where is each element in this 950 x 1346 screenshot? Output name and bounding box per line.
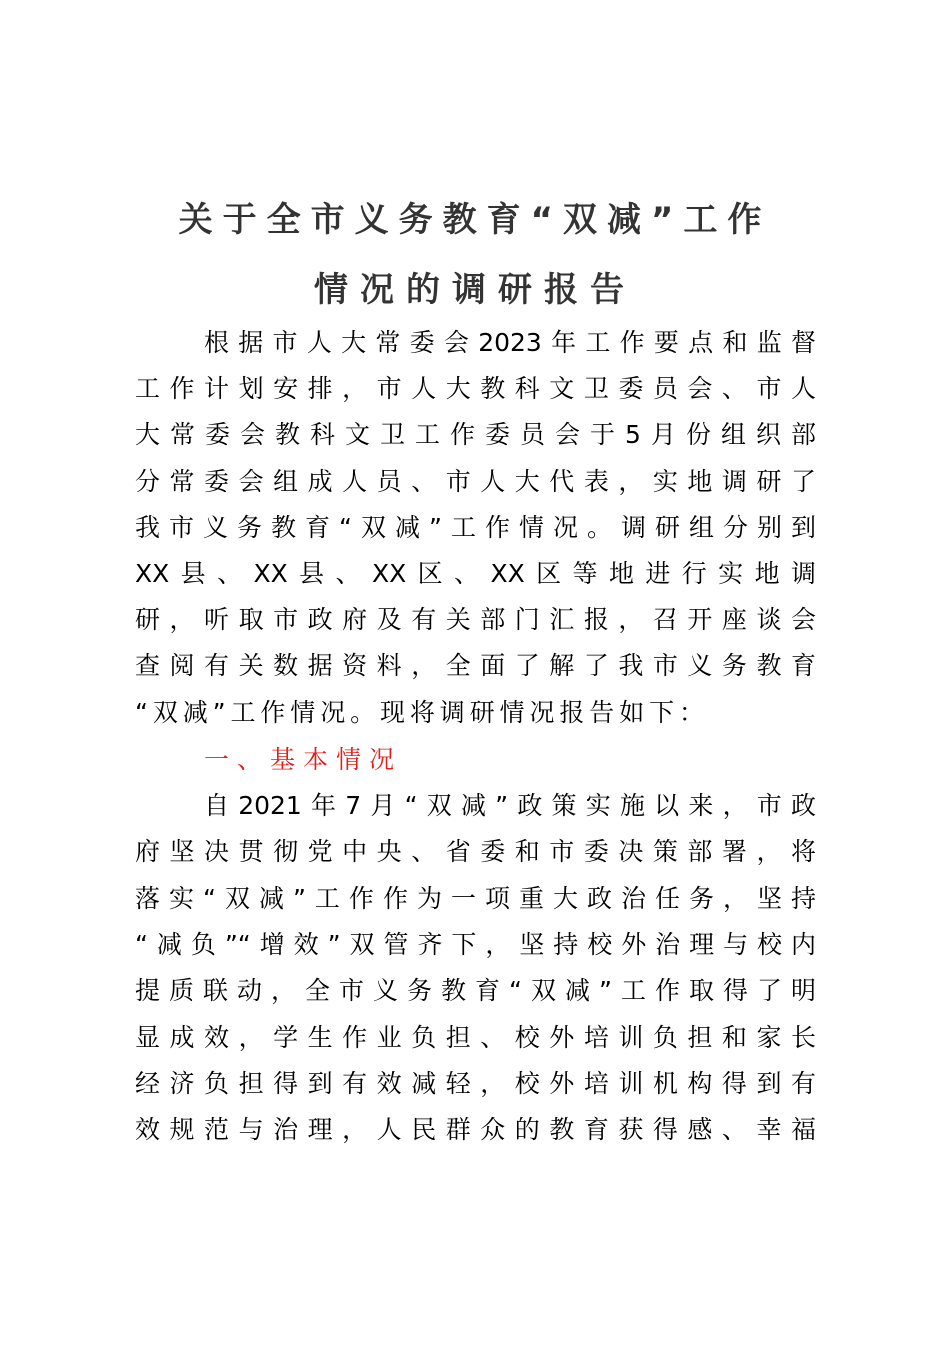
paragraph-1-line: 根据市人大常委会2023年工作要点和监督 — [204, 328, 816, 357]
paragraph-2-line: 落实“双减”工作作为一项重大政治任务，坚持 — [135, 884, 816, 913]
paragraph-1-line: 工作计划安排，市人大教科文卫委员会、市人 — [135, 374, 816, 403]
paragraph-2-line: 效规范与治理，人民群众的教育获得感、幸福 — [135, 1115, 816, 1144]
paragraph-1-line: 查阅有关数据资料，全面了解了我市义务教育 — [135, 651, 816, 680]
paragraph-1-line: 大常委会教科文卫工作委员会于5月份组织部 — [135, 420, 816, 449]
paragraph-2-line: 府坚决贯彻党中央、省委和市委决策部署，将 — [135, 837, 816, 866]
paragraph-2-line: 显成效，学生作业负担、校外培训负担和家长 — [135, 1023, 816, 1052]
paragraph-2-line: 自2021年7月“双减”政策实施以来，市政 — [204, 791, 816, 820]
paragraph-1-line: 研，听取市政府及有关部门汇报，召开座谈会 — [135, 605, 816, 634]
paragraph-1-line: 我市义务教育“双减”工作情况。调研组分别到 — [135, 513, 816, 542]
paragraph-1-line: “双减”工作情况。现将调研情况报告如下： — [135, 698, 709, 727]
report-title-line-2: 情况的调研报告 — [314, 270, 636, 310]
report-title-line-1: 关于全市义务教育“双减”工作 — [178, 200, 772, 240]
paragraph-2-line: “减负”“增效”双管齐下，坚持校外治理与校内 — [135, 930, 816, 959]
paragraph-1-line: 分常委会组成人员、市人大代表，实地调研了 — [135, 467, 816, 496]
section-heading-basic-situation: 一、基本情况 — [204, 745, 403, 774]
paragraph-2-line: 经济负担得到有效减轻，校外培训机构得到有 — [135, 1069, 816, 1098]
paragraph-1-line: XX县、XX县、XX区、XX区等地进行实地调 — [135, 559, 816, 588]
paragraph-2-line: 提质联动，全市义务教育“双减”工作取得了明 — [135, 976, 816, 1005]
